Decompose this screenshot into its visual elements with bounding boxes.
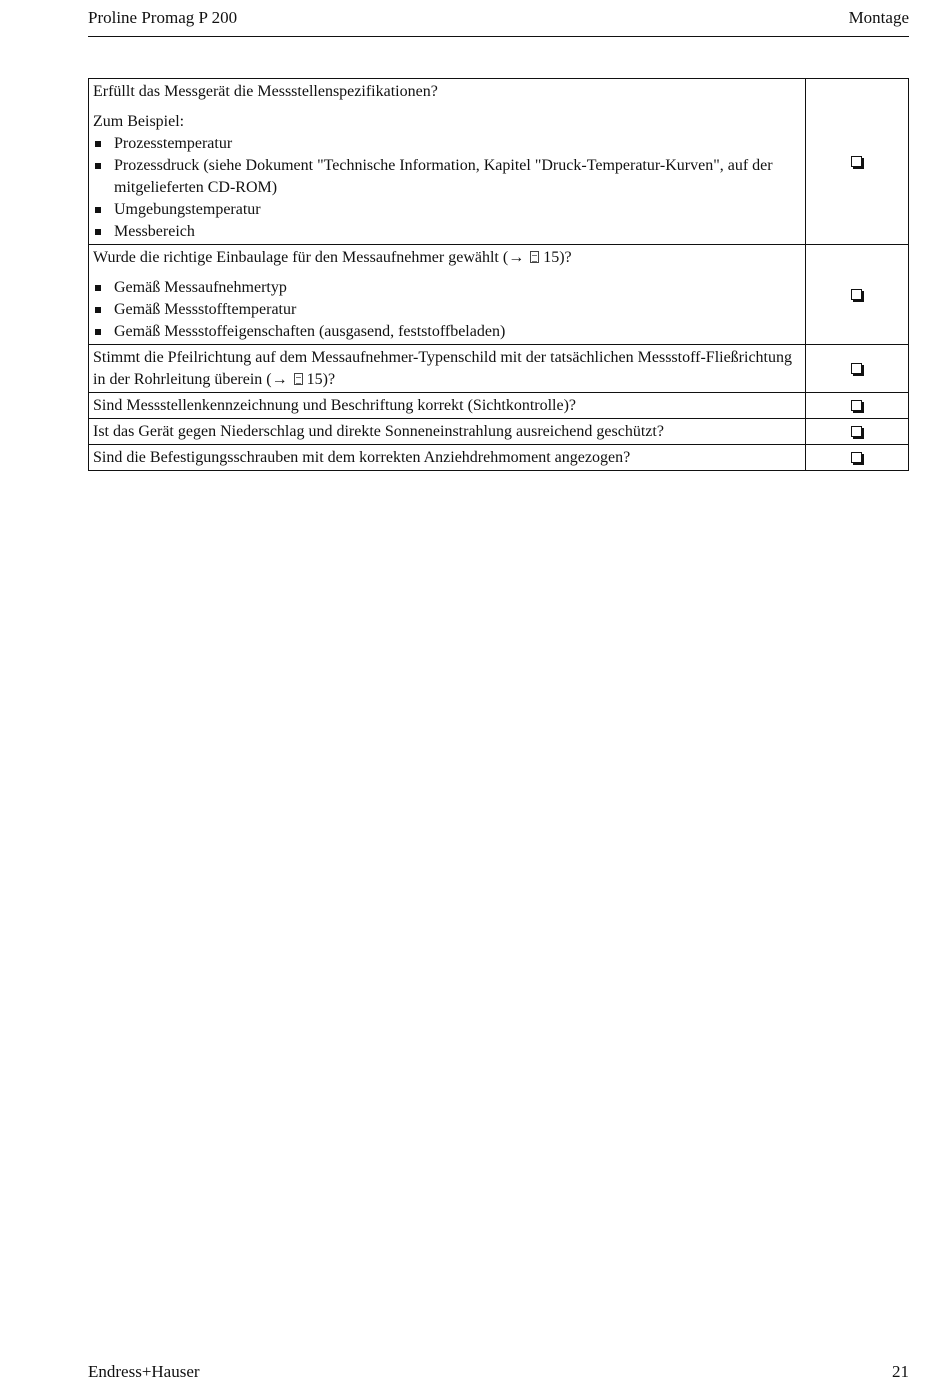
question-suffix: )?: [322, 371, 336, 388]
document-title: Proline Promag P 200: [88, 8, 238, 27]
checklist-row: [89, 345, 909, 393]
bullet-list: [93, 277, 801, 343]
checklist-question-cell: [89, 445, 806, 471]
document-page-icon: [294, 373, 303, 385]
check-cell: [806, 445, 909, 471]
page-reference: 15: [306, 371, 323, 388]
question-text: [93, 247, 801, 269]
bullet-item: Prozesstemperatur: [93, 133, 801, 155]
checkbox-icon[interactable]: [851, 289, 862, 300]
page-reference: 15: [543, 249, 560, 266]
checkbox-icon[interactable]: [851, 156, 862, 167]
checklist-row: [89, 79, 909, 245]
checkbox-icon[interactable]: [851, 452, 862, 463]
checkbox-icon[interactable]: [851, 426, 862, 437]
bullet-item: Messbereich: [93, 221, 801, 243]
page-header: [88, 6, 909, 37]
question-text: [93, 347, 801, 391]
question-text: Erfüllt das Messgerät die Messstellenspezifikationen?: [93, 83, 438, 100]
check-cell: [806, 245, 909, 345]
checklist-question-cell: [89, 393, 806, 419]
question-prefix: Stimmt die Pfeilrichtung auf dem Messaufnehmer-Typenschild mit der tatsächlichen Messstoff-Fließrichtung in der Rohrleitung überein (→: [93, 349, 792, 388]
checkbox-icon[interactable]: [851, 400, 862, 411]
brand-name: Endress+Hauser: [88, 1362, 200, 1381]
check-cell: [806, 393, 909, 419]
checklist-row: [89, 245, 909, 345]
bullet-item: Umgebungstemperatur: [93, 199, 801, 221]
checklist-row: [89, 419, 909, 445]
bullet-item: Prozessdruck (siehe Dokument "Technische Information, Kapitel "Druck-Temperatur-Kurven", auf der mitgelieferten CD-ROM): [93, 155, 801, 199]
checkbox-icon[interactable]: [851, 363, 862, 374]
bullet-list: [93, 133, 801, 243]
question-text: Ist das Gerät gegen Niederschlag und direkte Sonneneinstrahlung ausreichend geschützt?: [93, 423, 664, 440]
question-prefix: Wurde die richtige Einbaulage für den Messaufnehmer gewählt (→: [93, 249, 525, 266]
bullet-item: Gemäß Messaufnehmertyp: [93, 277, 801, 299]
example-label: Zum Beispiel:: [93, 113, 185, 130]
checklist-row: [89, 445, 909, 471]
question-suffix: )?: [559, 249, 572, 266]
checklist-question-cell: [89, 419, 806, 445]
check-cell: [806, 79, 909, 245]
question-text: Sind Messstellenkennzeichnung und Beschriftung korrekt (Sichtkontrolle)?: [93, 397, 577, 414]
page-number: 21: [892, 1362, 909, 1381]
bullet-item: Gemäß Messstoffeigenschaften (ausgasend, feststoffbeladen): [93, 321, 801, 343]
bullet-item: Gemäß Messstofftemperatur: [93, 299, 801, 321]
checklist-question-cell: [89, 245, 806, 345]
checklist-question-cell: [89, 345, 806, 393]
document-page-icon: [530, 251, 539, 263]
checklist-question-cell: [89, 79, 806, 245]
checklist-row: [89, 393, 909, 419]
question-text: Sind die Befestigungsschrauben mit dem korrekten Anziehdrehmoment angezogen?: [93, 449, 631, 466]
check-cell: [806, 345, 909, 393]
installation-checklist: [88, 78, 909, 471]
check-cell: [806, 419, 909, 445]
section-title: Montage: [848, 8, 909, 27]
